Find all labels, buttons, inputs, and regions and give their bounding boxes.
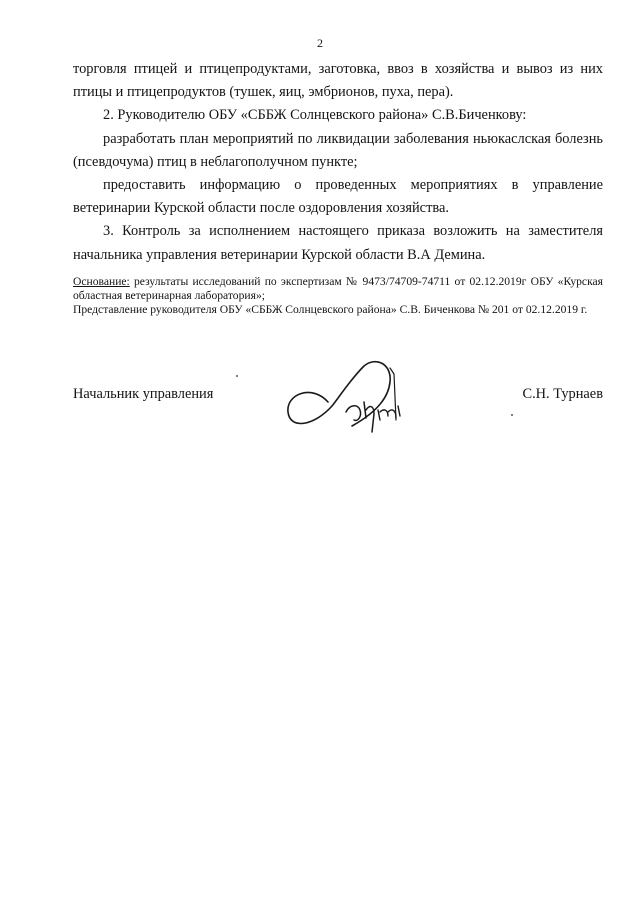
position-title: Начальник управления [73,386,214,402]
paragraph-item-3: 3. Контроль за исполнением настоящего приказа возложить на заместителя начальника управления ветеринарии Курской области В.А Демина. [73,223,603,263]
paragraph-trade-ban: торговля птицей и птицепродуктами, заготовка, ввоз в хозяйства и вывоз из них птицы и птицепродуктов (тушек, яиц, эмбрионов, пуха, пера). [73,61,603,101]
scan-speck [511,414,513,416]
basis-line-2: Представление руководителя ОБУ «СББЖ Солнцевского района» С.В. Биченкова № 201 от 02.12.2019 г. [73,303,588,316]
paragraph-report-info: предоставить информацию о проведенных мероприятиях в управление ветеринарии Курской области после оздоровления хозяйства. [73,177,603,217]
basis-line-1 [73,275,603,303]
page-number: 2 [317,36,323,50]
order-body [73,58,603,267]
basis-text-1: результаты исследований по экспертизам № 9473/74709-74711 от 02.12.2019г ОБУ «Курская областная ветеринарная лаборатория»; [73,275,603,302]
scan-speck [236,375,238,377]
paragraph-action-plan: разработать план мероприятий по ликвидации заболевания ньюкаслская болезнь (псевдочума) птиц в неблагополучном пункте; [73,130,603,170]
basis-section [73,275,603,317]
basis-label: Основание: [73,275,130,288]
handwritten-signature [280,350,420,445]
signer-name: С.Н. Турнаев [522,386,603,402]
paragraph-item-2: 2. Руководителю ОБУ «СББЖ Солнцевского района» С.В.Биченкову: [103,107,527,124]
